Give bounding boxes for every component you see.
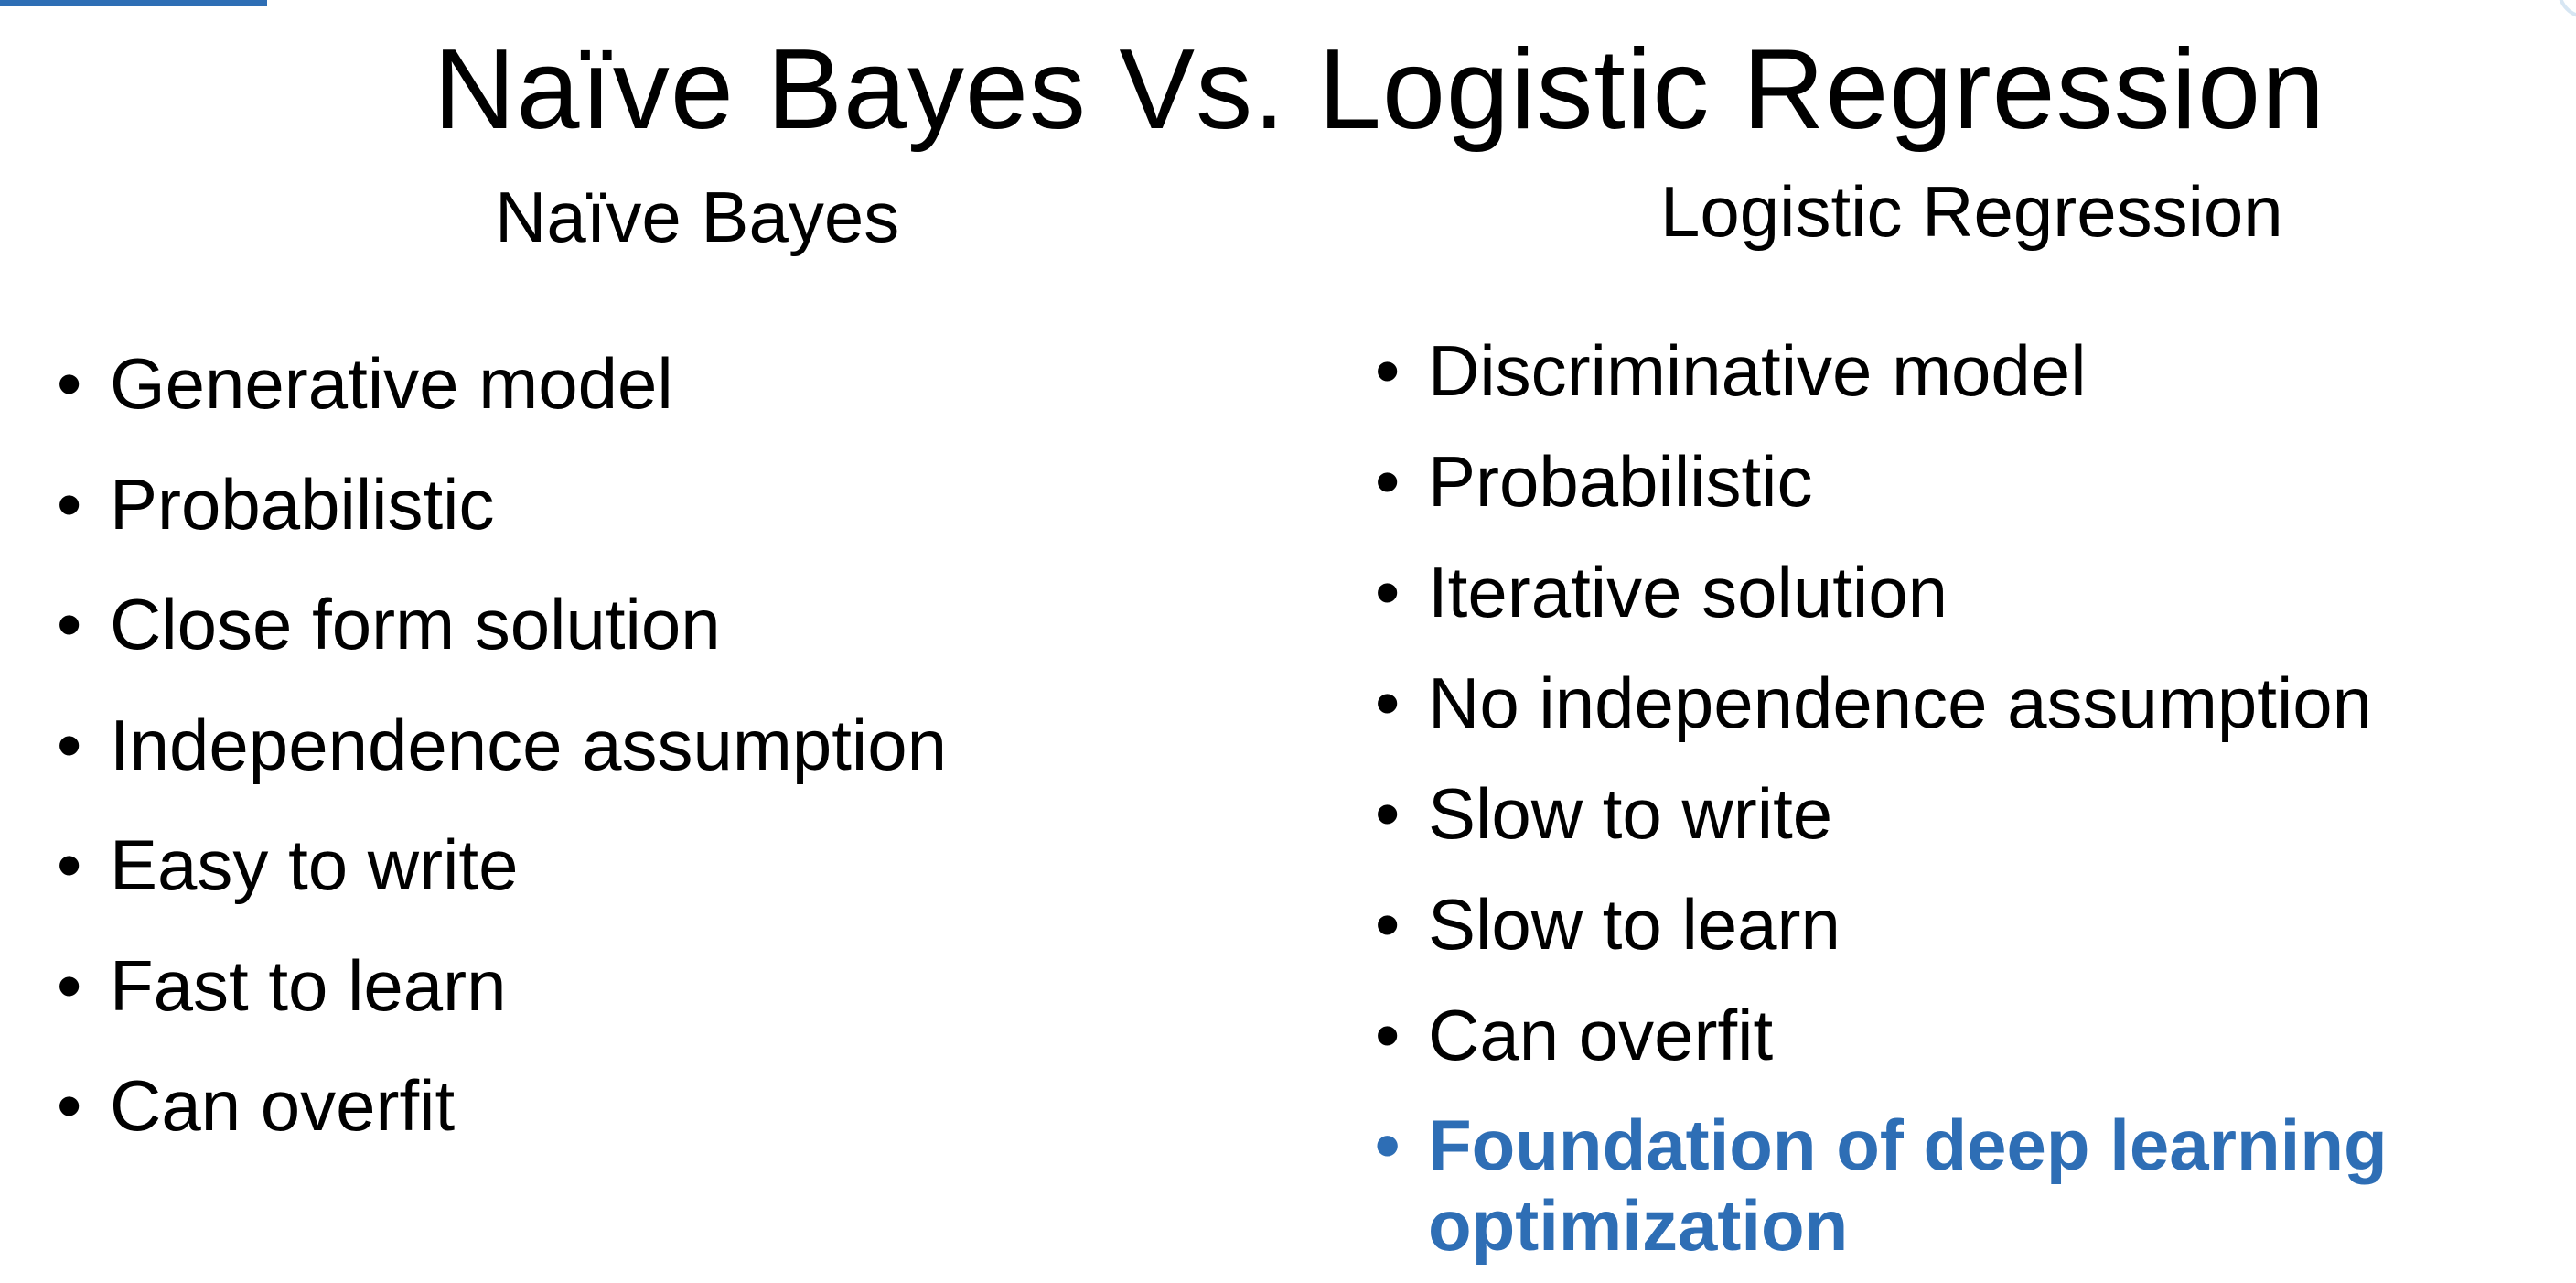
list-item bbox=[57, 944, 947, 1065]
list-item bbox=[1375, 883, 2526, 994]
bullet-icon: • bbox=[1375, 552, 1401, 632]
naive-bayes-list bbox=[57, 342, 947, 1185]
highlight-item-text: Foundation of deep learning optimization bbox=[1428, 1105, 2388, 1266]
list-item-text: Easy to write bbox=[110, 825, 519, 905]
bullet-icon: • bbox=[1375, 884, 1401, 965]
list-item bbox=[57, 342, 947, 463]
list-item bbox=[1375, 329, 2526, 440]
bullet-icon: • bbox=[57, 584, 82, 664]
list-item-text: Generative model bbox=[110, 343, 673, 424]
decorative-corner-arc bbox=[2558, 0, 2576, 18]
accent-bar bbox=[0, 0, 267, 6]
list-item-text: Slow to learn bbox=[1428, 884, 1841, 965]
list-item bbox=[57, 583, 947, 704]
list-item bbox=[57, 824, 947, 944]
bullet-icon: • bbox=[57, 825, 82, 905]
list-item-text: Fast to learn bbox=[110, 944, 507, 1026]
list-item-text: Probabilistic bbox=[110, 463, 495, 544]
bullet-icon: • bbox=[57, 343, 82, 424]
highlight-list-item bbox=[1375, 1105, 2526, 1266]
bullet-icon: • bbox=[1375, 995, 1401, 1075]
naive-bayes-heading: Naïve Bayes bbox=[495, 177, 900, 257]
logistic-regression-list bbox=[1375, 329, 2526, 1266]
bullet-icon: • bbox=[1375, 1105, 1401, 1185]
list-item bbox=[57, 1064, 947, 1185]
list-item-text: Slow to write bbox=[1428, 773, 1833, 854]
slide-title: Naïve Bayes Vs. Logistic Regression bbox=[433, 27, 2326, 153]
bullet-icon: • bbox=[57, 1065, 82, 1146]
list-item-text: Independence assumption bbox=[110, 704, 948, 785]
list-item-text: Can overfit bbox=[1428, 995, 1774, 1075]
list-item-text: Can overfit bbox=[110, 1065, 456, 1146]
list-item bbox=[1375, 994, 2526, 1105]
bullet-icon: • bbox=[1375, 663, 1401, 743]
list-item bbox=[57, 704, 947, 825]
list-item-text: Iterative solution bbox=[1428, 552, 1948, 632]
bullet-icon: • bbox=[1375, 441, 1401, 522]
list-item bbox=[1375, 662, 2526, 772]
bullet-icon: • bbox=[57, 944, 82, 1026]
list-item bbox=[1375, 551, 2526, 662]
logistic-regression-heading: Logistic Regression bbox=[1660, 171, 2283, 252]
list-item bbox=[1375, 440, 2526, 551]
list-item-text: No independence assumption bbox=[1428, 663, 2373, 743]
list-item-text: Probabilistic bbox=[1428, 441, 1813, 522]
list-item-text: Close form solution bbox=[110, 584, 721, 664]
list-item bbox=[57, 463, 947, 584]
list-item bbox=[1375, 772, 2526, 883]
list-item-text: Discriminative model bbox=[1428, 330, 2087, 411]
bullet-icon: • bbox=[1375, 773, 1401, 854]
bullet-icon: • bbox=[57, 463, 82, 544]
bullet-icon: • bbox=[57, 704, 82, 785]
bullet-icon: • bbox=[1375, 330, 1401, 411]
